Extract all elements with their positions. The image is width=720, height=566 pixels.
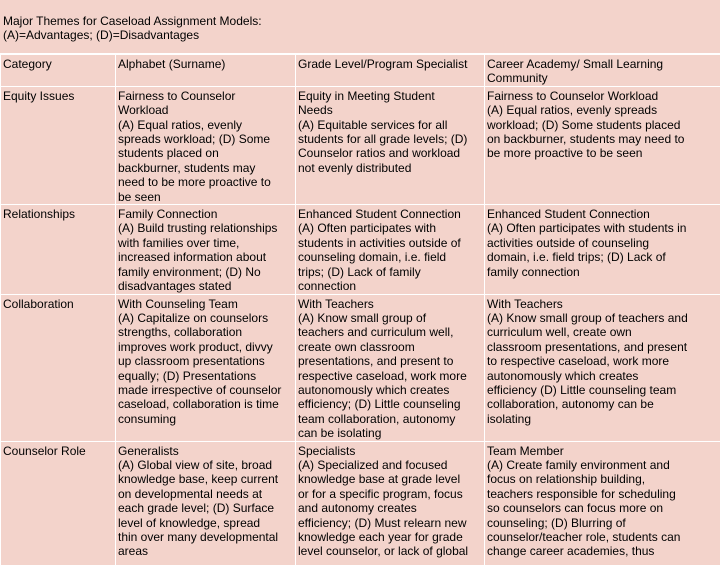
cell-text-line: (A) Build trusting relationships — [118, 221, 293, 235]
cell-text-line: level of knowledge, spread — [118, 516, 293, 530]
cell-text-line: Fairness to Counselor Workload — [487, 89, 718, 103]
cell-text-line: spreads workload; (D) Some — [118, 132, 293, 146]
cell-text-line: (A) Often participates with — [298, 221, 482, 235]
category-cell: Counselor Role — [1, 441, 116, 565]
cell-text-line: teachers and curriculum well, — [298, 325, 482, 339]
cell-text-line: with families over time, — [118, 236, 293, 250]
cell-text-line: (A) Create family environment and — [487, 458, 718, 472]
grade-level-cell — [296, 294, 485, 441]
cell-text-line: curriculum well, create own — [487, 325, 718, 339]
header-category: Category — [1, 55, 116, 87]
cell-text-line: disadvantages stated — [118, 279, 293, 293]
slide-title — [0, 0, 720, 54]
cell-text-line: efficiency; (D) Little counseling — [298, 397, 482, 411]
header-grade-level: Grade Level/Program Specialist — [296, 55, 485, 87]
title-line-1: Major Themes for Caseload Assignment Models: — [3, 14, 262, 28]
cell-text-line: Specialists — [298, 444, 482, 458]
career-academy-cell — [485, 294, 720, 441]
cell-text-line: students for all grade levels; (D) — [298, 132, 482, 146]
cell-text-line: can be isolating — [298, 426, 482, 440]
cell-text-line: strengths, collaboration — [118, 325, 293, 339]
cell-text-line: (A) Often participates with students in — [487, 221, 718, 235]
cell-text-line: improves work product, divvy — [118, 340, 293, 354]
cell-text-line: focus on relationship building, — [487, 472, 718, 486]
cell-text-line: Needs — [298, 103, 482, 117]
cell-text-line: Enhanced Student Connection — [487, 207, 718, 221]
header-alphabet: Alphabet (Surname) — [116, 55, 296, 87]
themes-table — [0, 54, 720, 566]
cell-text-line: be seen — [118, 190, 293, 204]
cell-text-line: trips; (D) Lack of family — [298, 265, 482, 279]
category-cell: Relationships — [1, 205, 116, 294]
cell-text-line: knowledge base, keep current — [118, 472, 293, 486]
title-line-2: (A)=Advantages; (D)=Disadvantages — [3, 28, 199, 42]
cell-text-line: (A) Equal ratios, evenly — [118, 118, 293, 132]
cell-text-line: Enhanced Student Connection — [298, 207, 482, 221]
cell-text-line: be more proactive to be seen — [487, 146, 718, 160]
cell-text-line: knowledge each year for grade — [298, 530, 482, 544]
cell-text-line: With Teachers — [487, 297, 718, 311]
cell-text-line: (A) Specialized and focused — [298, 458, 482, 472]
cell-text-line: caseload, collaboration is time — [118, 397, 293, 411]
cell-text-line: Fairness to Counselor — [118, 89, 293, 103]
cell-text-line: students in activities outside of — [298, 236, 482, 250]
cell-text-line: family connection — [487, 265, 718, 279]
cell-text-line: workload; (D) Some students placed — [487, 118, 718, 132]
career-academy-cell — [485, 205, 720, 294]
alphabet-cell — [116, 441, 296, 565]
cell-text-line: presentations, and present to — [298, 354, 482, 368]
cell-text-line: Workload — [118, 103, 293, 117]
cell-text-line: on developmental needs at — [118, 487, 293, 501]
header-row — [1, 55, 720, 87]
grade-level-cell — [296, 441, 485, 565]
cell-text-line: change career academies, thus — [487, 544, 718, 558]
alphabet-cell — [116, 86, 296, 204]
cell-text-line: up classroom presentations — [118, 354, 293, 368]
cell-text-line: autonomously which creates — [298, 383, 482, 397]
cell-text-line: backburner, students may — [118, 161, 293, 175]
category-cell: Collaboration — [1, 294, 116, 441]
table-row — [1, 294, 720, 441]
cell-text-line: autonomously which creates — [487, 369, 718, 383]
cell-text-line: counseling domain, i.e. field — [298, 250, 482, 264]
cell-text-line: efficiency; (D) Must relearn new — [298, 516, 482, 530]
cell-text-line: (A) Know small group of — [298, 311, 482, 325]
cell-text-line: each grade level; (D) Surface — [118, 501, 293, 515]
cell-text-line: efficiency (D) Little counseling team — [487, 383, 718, 397]
cell-text-line: Counselor ratios and workload — [298, 146, 482, 160]
cell-text-line: to respective caseload, work more — [487, 354, 718, 368]
alphabet-cell — [116, 294, 296, 441]
cell-text-line: domain, i.e. field trips; (D) Lack of — [487, 250, 718, 264]
table-row — [1, 441, 720, 565]
cell-text-line: collaboration, autonomy can be — [487, 397, 718, 411]
career-academy-cell — [485, 86, 720, 204]
cell-text-line: and autonomy creates — [298, 501, 482, 515]
cell-text-line: Family Connection — [118, 207, 293, 221]
cell-text-line: (A) Capitalize on counselors — [118, 311, 293, 325]
cell-text-line: create own classroom — [298, 340, 482, 354]
cell-text-line: Team Member — [487, 444, 718, 458]
cell-text-line: (A) Equitable services for all — [298, 118, 482, 132]
cell-text-line: isolating — [487, 412, 718, 426]
career-academy-cell — [485, 441, 720, 565]
cell-text-line: thin over many developmental — [118, 530, 293, 544]
cell-text-line: connection — [298, 279, 482, 293]
cell-text-line: so counselors can focus more on — [487, 501, 718, 515]
cell-text-line: increased information about — [118, 250, 293, 264]
cell-text-line: classroom presentations, and present — [487, 340, 718, 354]
cell-text-line: counselor/teacher role, students can — [487, 530, 718, 544]
cell-text-line: With Counseling Team — [118, 297, 293, 311]
grade-level-cell — [296, 205, 485, 294]
header-career-academy: Career Academy/ Small Learning Community — [485, 55, 720, 87]
cell-text-line: (A) Know small group of teachers and — [487, 311, 718, 325]
cell-text-line: level counselor, or lack of global — [298, 544, 482, 558]
cell-text-line: Equity in Meeting Student — [298, 89, 482, 103]
cell-text-line: counseling; (D) Blurring of — [487, 516, 718, 530]
cell-text-line: With Teachers — [298, 297, 482, 311]
table-row — [1, 86, 720, 204]
cell-text-line: students placed on — [118, 146, 293, 160]
cell-text-line: (A) Global view of site, broad — [118, 458, 293, 472]
cell-text-line: (A) Equal ratios, evenly spreads — [487, 103, 718, 117]
cell-text-line: need to be more proactive to — [118, 175, 293, 189]
cell-text-line: consuming — [118, 412, 293, 426]
cell-text-line: equally; (D) Presentations — [118, 369, 293, 383]
cell-text-line: team collaboration, autonomy — [298, 412, 482, 426]
alphabet-cell — [116, 205, 296, 294]
cell-text-line: made irrespective of counselor — [118, 383, 293, 397]
cell-text-line: teachers responsible for scheduling — [487, 487, 718, 501]
table-row — [1, 205, 720, 294]
category-cell: Equity Issues — [1, 86, 116, 204]
cell-text-line: activities outside of counseling — [487, 236, 718, 250]
cell-text-line: not evenly distributed — [298, 161, 482, 175]
cell-text-line: areas — [118, 544, 293, 558]
cell-text-line: Generalists — [118, 444, 293, 458]
cell-text-line: knowledge base at grade level — [298, 472, 482, 486]
cell-text-line: respective caseload, work more — [298, 369, 482, 383]
cell-text-line: on backburner, students may need to — [487, 132, 718, 146]
cell-text-line: or for a specific program, focus — [298, 487, 482, 501]
cell-text-line: family environment; (D) No — [118, 265, 293, 279]
grade-level-cell — [296, 86, 485, 204]
